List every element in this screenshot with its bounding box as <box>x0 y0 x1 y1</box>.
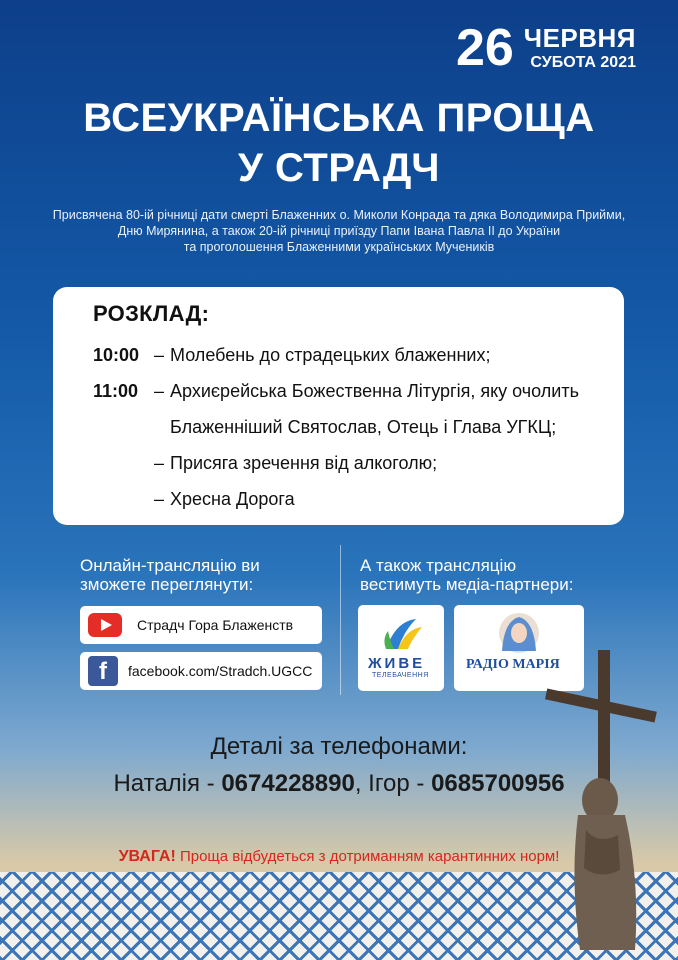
schedule-time: 10:00 <box>93 345 140 365</box>
subtitle <box>40 207 638 255</box>
youtube-link[interactable] <box>80 606 322 644</box>
schedule-time: 11:00 <box>93 381 139 401</box>
subtitle-line-3: та проголошення Блаженними українських Мучеників <box>183 240 495 254</box>
zhyve-logo-subtext: ТЕЛЕБАЧЕННЯ <box>372 672 429 679</box>
contact-phone-1[interactable]: 0674228890 <box>221 770 355 797</box>
partners-label-line-1: А також трансляцію <box>360 556 517 575</box>
schedule-heading: РОЗКЛАД: <box>93 301 210 326</box>
date-right <box>523 22 636 72</box>
date-month: ЧЕРВНЯ <box>523 22 636 53</box>
cross-statue-icon <box>540 630 670 960</box>
online-label-line-2: зможете переглянути: <box>80 575 254 594</box>
partners-label <box>360 556 573 594</box>
title-line-2: У СТРАДЧ <box>238 146 440 190</box>
madonna-icon <box>494 611 544 657</box>
zhyve-emblem-icon <box>358 609 444 659</box>
schedule-dash: – <box>153 489 164 509</box>
schedule-dash: – <box>153 453 164 473</box>
schedule-card <box>53 287 624 525</box>
online-label-line-1: Онлайн-трансляцію ви <box>80 556 260 575</box>
subtitle-line-1: Присвячена 80-ій річниці дати смерті Блаженних о. Миколи Конрада та дяка Володимира Прийми, <box>52 208 626 222</box>
warning-text: Проща відбудеться з дотриманням карантинних норм! <box>175 848 560 865</box>
radio-maria-text: РАДІО МАРІЯ <box>466 657 560 672</box>
facebook-link[interactable] <box>80 652 322 690</box>
subtitle-line-2: Дню Мирянина, а також 20-ій річниці приїзду Папи Івана Павла ІІ до України <box>117 224 561 238</box>
contact-name-1: Наталія - <box>113 770 222 797</box>
schedule-text: Архиєрейська Божественна Літургія, яку очолить <box>170 381 579 401</box>
page-title <box>0 93 678 193</box>
contact-separator: , Ігор - <box>354 770 432 797</box>
youtube-label: Страдч Гора Блаженств <box>137 617 294 633</box>
schedule-row <box>93 373 624 409</box>
schedule-time <box>93 481 148 517</box>
contact-phone-2[interactable]: 0685700956 <box>431 770 565 797</box>
facebook-label: facebook.com/Stradch.UGCC <box>128 663 313 679</box>
youtube-icon <box>88 613 122 637</box>
schedule-text: Присяга зречення від алкоголю; <box>170 453 438 473</box>
zhyve-tv-logo[interactable] <box>358 605 444 691</box>
schedule-row <box>93 481 624 517</box>
schedule-dash: – <box>153 345 164 365</box>
facebook-icon: f <box>88 656 118 686</box>
schedule-text: Блаженніший Святослав, Отець і Глава УГКЦ; <box>170 417 557 437</box>
schedule-dash: – <box>153 381 164 401</box>
warning-word: УВАГА! <box>118 848 176 865</box>
schedule-text: Молебень до страдецьких блаженних; <box>170 345 491 365</box>
date-weekday-year: СУБОТА 2021 <box>530 53 636 71</box>
schedule-text: Хресна Дорога <box>170 489 295 509</box>
section-divider <box>340 545 341 695</box>
schedule-time <box>93 445 148 481</box>
date-day: 26 <box>455 19 514 77</box>
zhyve-logo-text: ЖИВЕ <box>368 655 426 672</box>
online-broadcast-label <box>80 556 260 594</box>
schedule-row <box>93 445 624 481</box>
schedule-row <box>93 337 624 373</box>
partners-label-line-2: вестимуть медіа-партнери: <box>360 575 574 594</box>
schedule-row <box>93 409 624 445</box>
title-line-1: ВСЕУКРАЇНСЬКА ПРОЩА <box>83 96 595 140</box>
date-block <box>455 19 636 77</box>
contacts-label: Деталі за телефонами: <box>210 733 468 760</box>
